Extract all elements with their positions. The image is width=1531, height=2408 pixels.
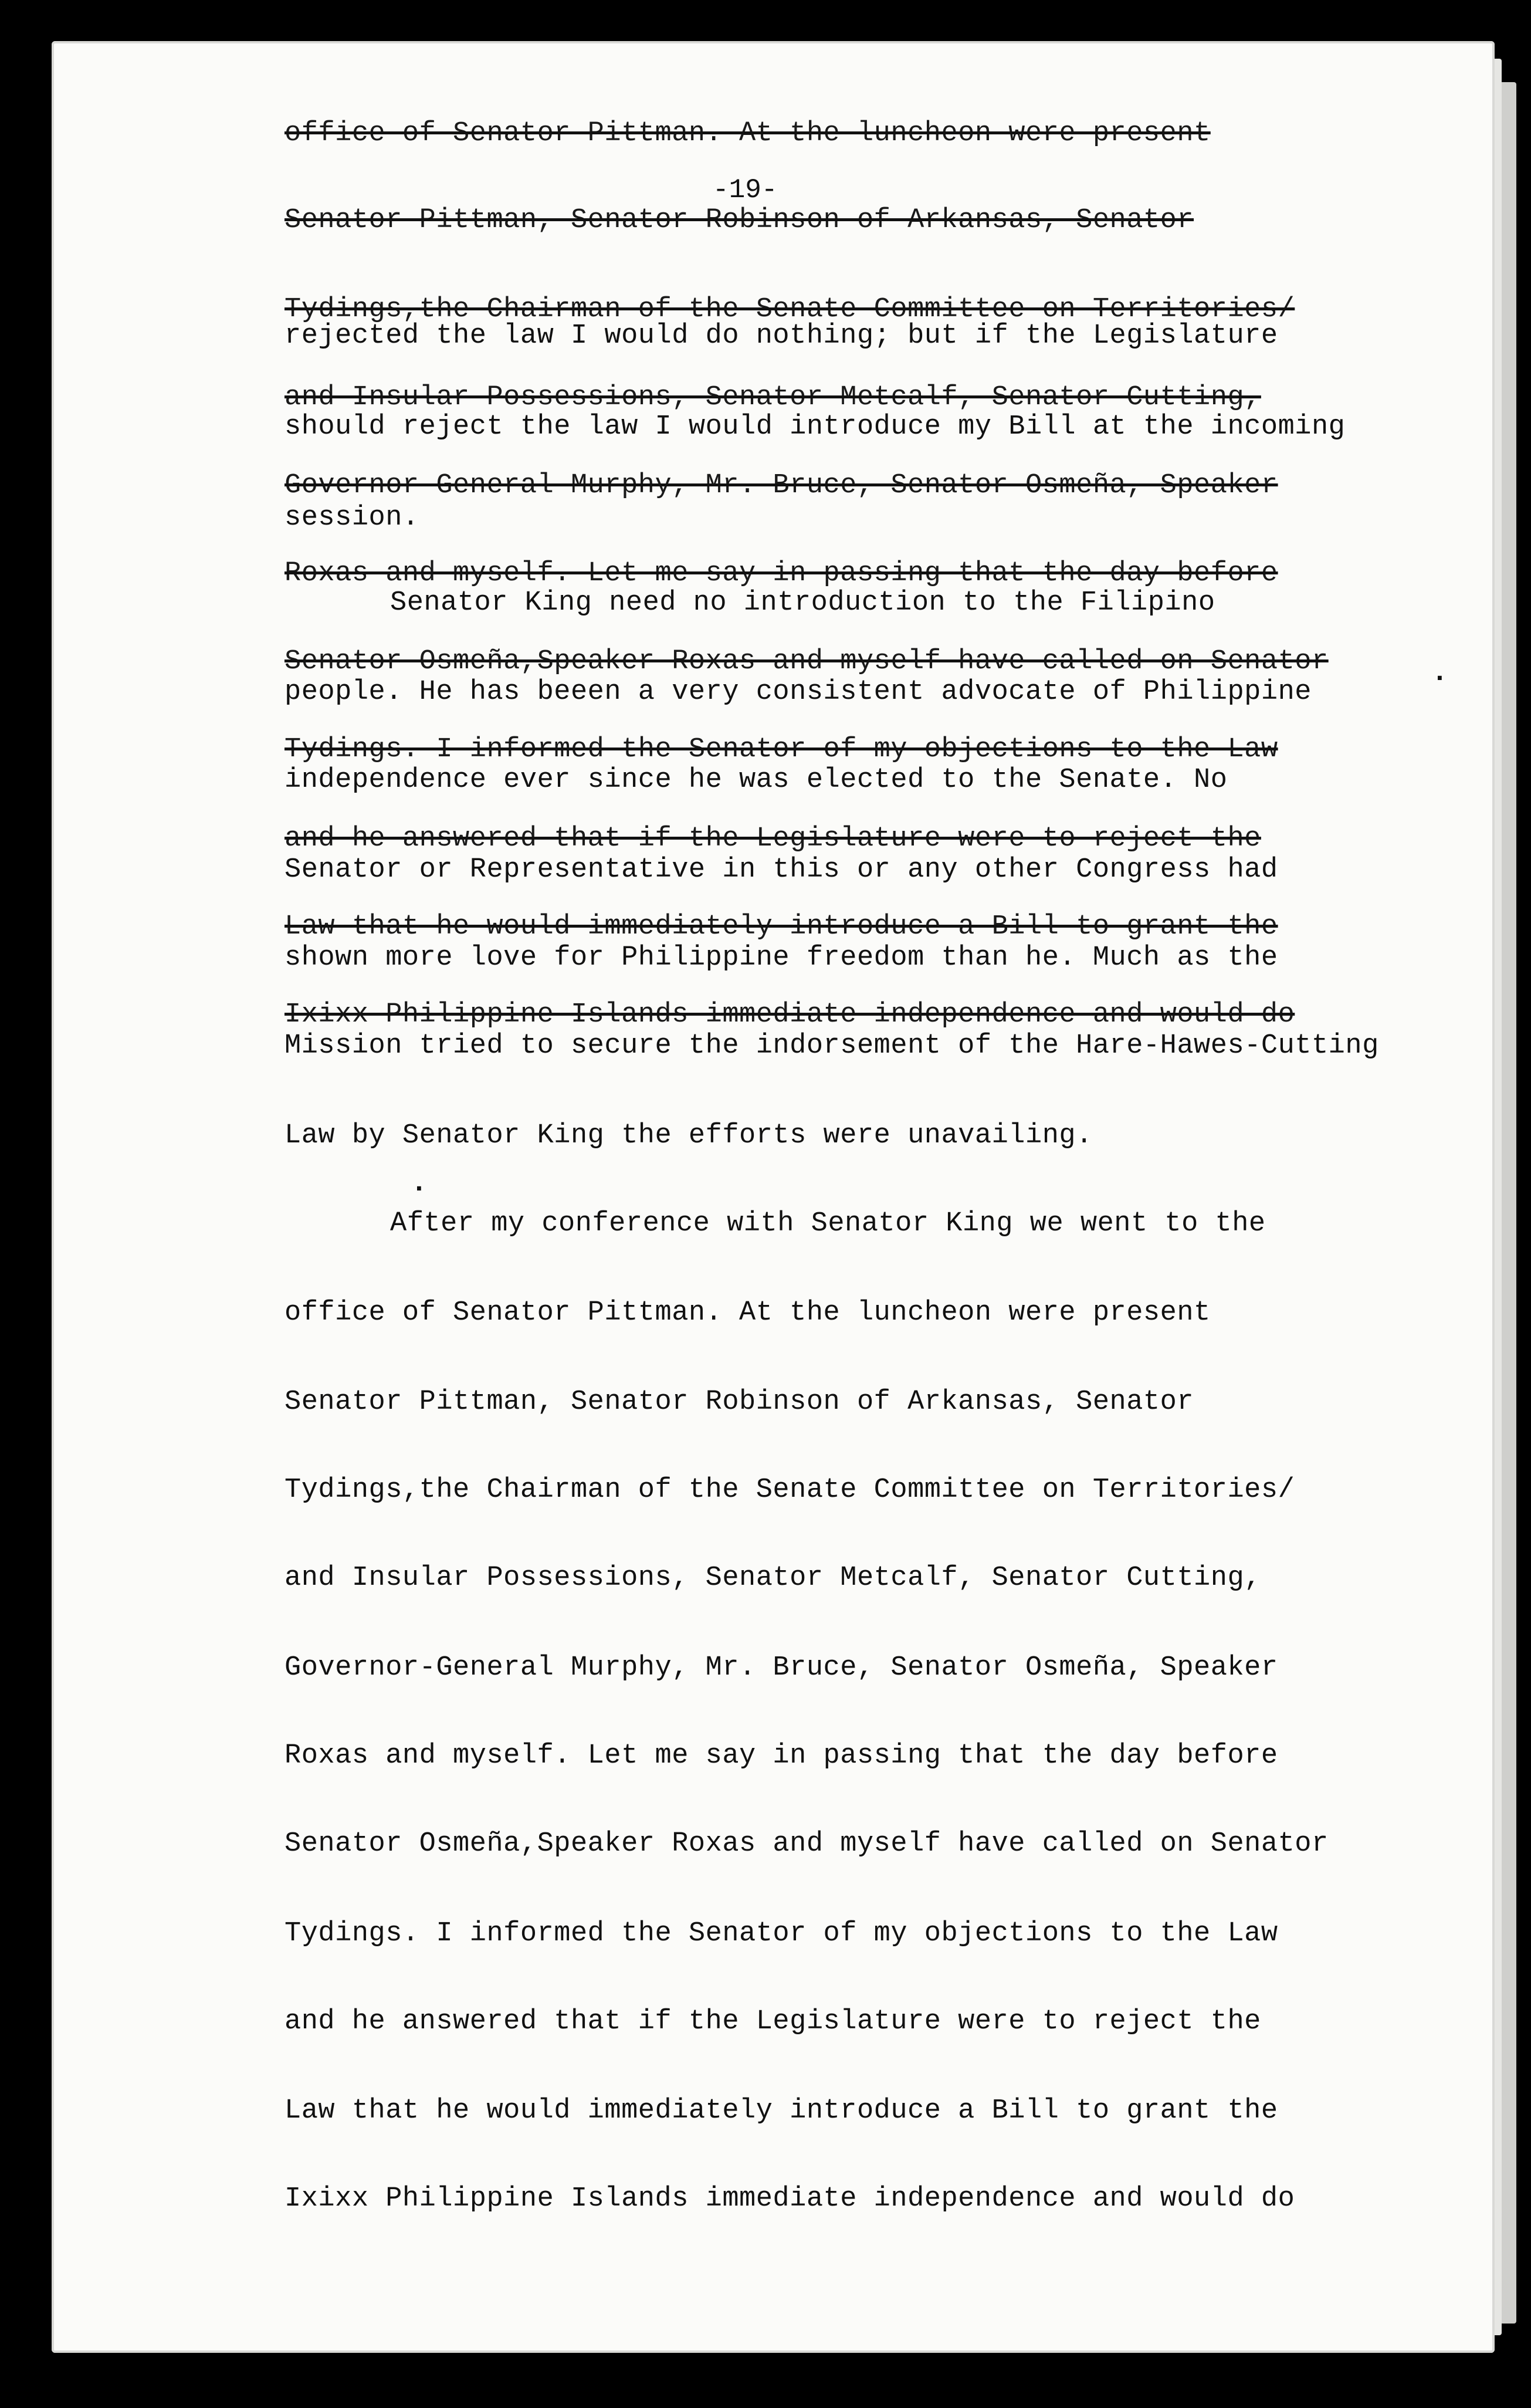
stray-dot: · [411, 1173, 428, 1205]
typed-line: shown more love for Philippine freedom than he. Much as the [284, 942, 1278, 973]
struck-line: Governor-General Murphy, Mr. Bruce, Senator Osmeña, Speaker [284, 470, 1278, 501]
typed-line: Senator or Representative in this or any other Congress had [284, 854, 1278, 885]
stray-dot: · [1431, 663, 1448, 695]
struck-line: and Insular Possessions, Senator Metcalf, Senator Cutting, [284, 382, 1261, 413]
struck-line: Tydings. I informed the Senator of my objections to the Law [284, 734, 1278, 765]
struck-line: Senator Osmeña,Speaker Roxas and myself have called on Senator [284, 646, 1329, 677]
typed-line: independence ever since he was elected to the Senate. No [284, 765, 1228, 796]
typed-line: session. [284, 502, 419, 533]
typed-line: Roxas and myself. Let me say in passing that the day before [284, 1740, 1278, 1771]
typed-line: Mission tried to secure the indorsement of the Hare-Hawes-Cutting [284, 1030, 1379, 1061]
struck-line: Ixixx Philippine Islands immediate independence and would do [284, 999, 1295, 1030]
typed-line: Law by Senator King the efforts were unavailing. [284, 1120, 1093, 1151]
typed-line: Senator Osmeña,Speaker Roxas and myself have called on Senator [284, 1828, 1329, 1859]
typed-line: Tydings,the Chairman of the Senate Committee on Territories/ [284, 1474, 1295, 1506]
page-number: -19- [713, 175, 778, 205]
struck-line: and he answered that if the Legislature were to reject the [284, 823, 1261, 854]
typed-line: and he answered that if the Legislature were to reject the [284, 2006, 1261, 2037]
typed-line: Governor-General Murphy, Mr. Bruce, Senator Osmeña, Speaker [284, 1652, 1278, 1683]
typed-line: Law that he would immediately introduce a Bill to grant the [284, 2095, 1278, 2126]
typed-line: should reject the law I would introduce my Bill at the incoming [284, 411, 1346, 442]
struck-line: Senator Pittman, Senator Robinson of Arkansas, Senator [284, 205, 1194, 236]
typed-line: After my conference with Senator King we went to the [390, 1208, 1266, 1239]
typed-line: office of Senator Pittman. At the luncheon were present [284, 1297, 1211, 1328]
typed-line: Senator Pittman, Senator Robinson of Arkansas, Senator [284, 1386, 1194, 1418]
typed-line: and Insular Possessions, Senator Metcalf, Senator Cutting, [284, 1563, 1261, 1594]
struck-line: Law that he would immediately introduce a Bill to grant the [284, 911, 1278, 942]
typed-line: Senator King need no introduction to the Filipino [390, 587, 1215, 618]
struck-line: office of Senator Pittman. At the luncheon were present [284, 118, 1211, 149]
typed-line: people. He has beeen a very consistent advocate of Philippine [284, 677, 1312, 708]
typed-line: Ixixx Philippine Islands immediate independence and would do [284, 2183, 1295, 2214]
typed-line: rejected the law I would do nothing; but if the Legislature [284, 320, 1278, 351]
struck-line: Tydings,the Chairman of the Senate Committee on Territories/ [284, 294, 1295, 325]
typed-line: Tydings. I informed the Senator of my objections to the Law [284, 1918, 1278, 1949]
struck-line: Roxas and myself. Let me say in passing that the day before [284, 558, 1278, 589]
